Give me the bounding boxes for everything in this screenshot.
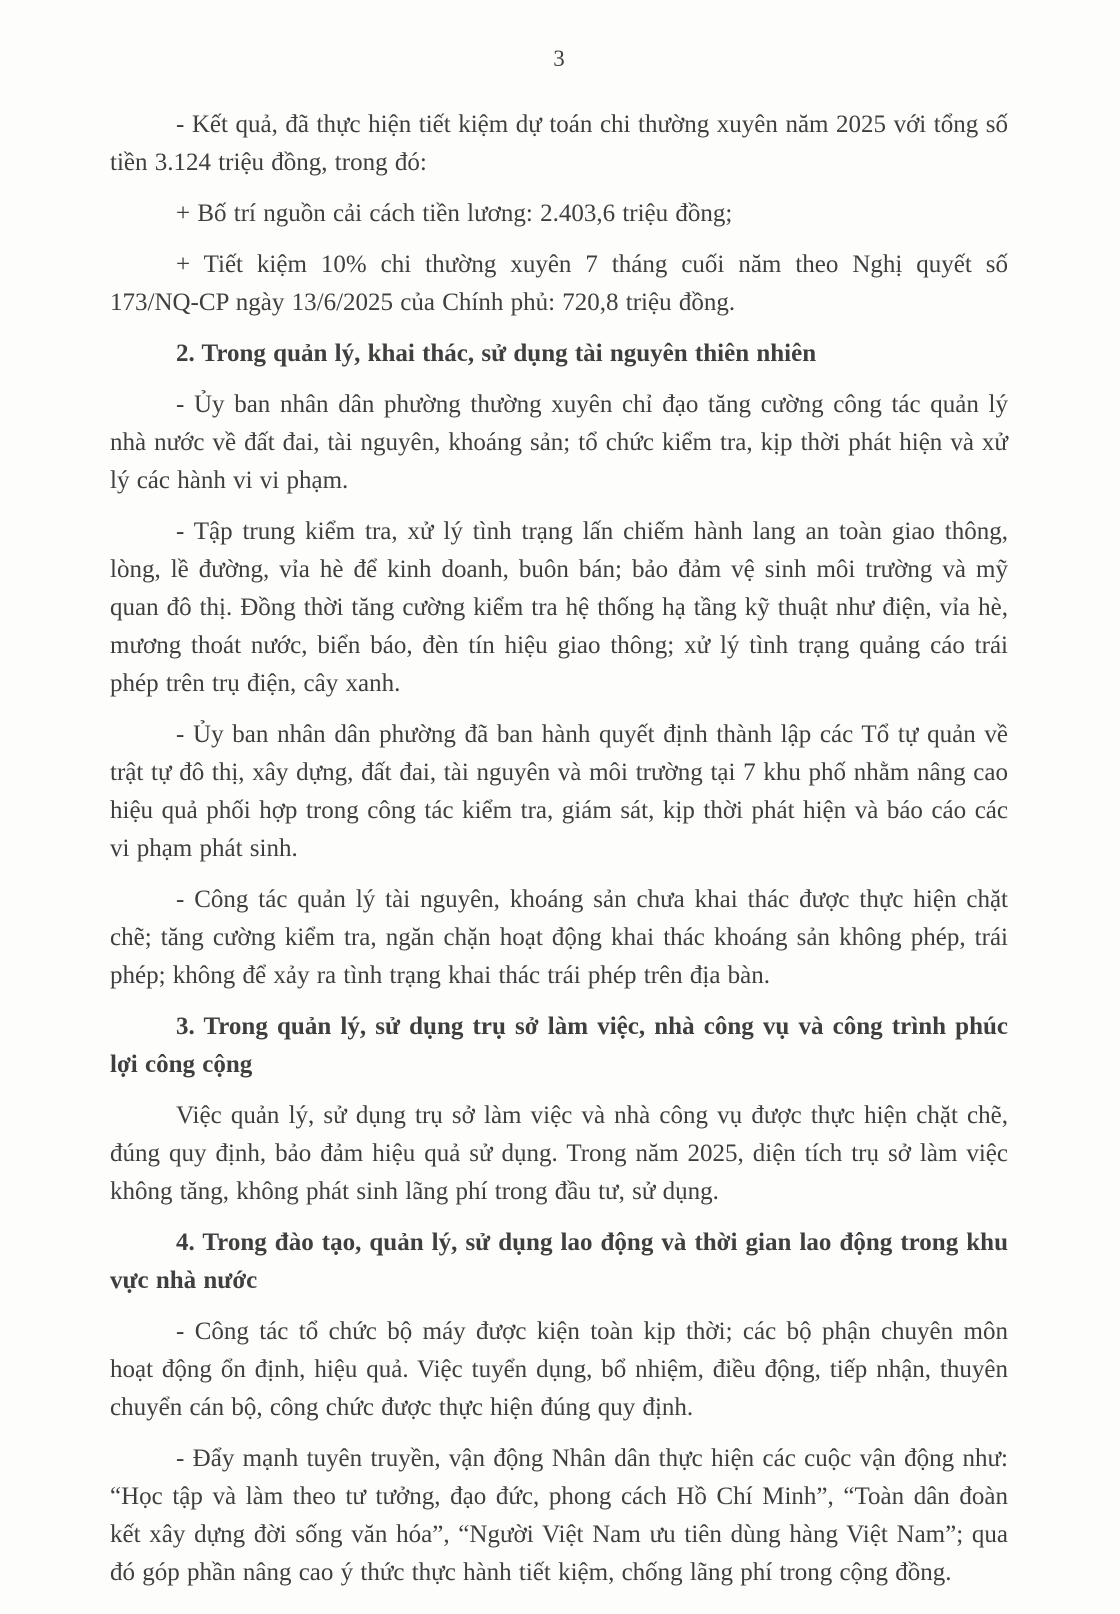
section-4-heading: 4. Trong đào tạo, quản lý, sử dụng lao động và thời gian lao động trong khu vực nhà nước — [110, 1229, 1008, 1294]
paragraph-item-salary-reform: + Bố trí nguồn cải cách tiền lương: 2.403,6 triệu đồng; — [176, 200, 733, 227]
section-2-paragraph-3: - Ủy ban nhân dân phường đã ban hành quyết định thành lập các Tổ tự quản về trật tự đô thị, xây dựng, đất đai, tài nguyên và môi trường tại 7 khu phố nhằm nâng cao hiệu quả phối hợp trong công tác kiểm tra, giám sát, kịp thời phát hiện và báo cáo các vi phạm phát sinh. — [110, 721, 1008, 862]
paragraph-item-saving-10-percent: + Tiết kiệm 10% chi thường xuyên 7 tháng cuối năm theo Nghị quyết số 173/NQ-CP ngày 13/6/2025 của Chính phủ: 720,8 triệu đồng. — [110, 251, 1008, 316]
section-2-heading: 2. Trong quản lý, khai thác, sử dụng tài nguyên thiên nhiên — [176, 340, 817, 367]
section-4-paragraph-2: - Đẩy mạnh tuyên truyền, vận động Nhân dân thực hiện các cuộc vận động như: “Học tập và làm theo tư tưởng, đạo đức, phong cách Hồ Chí Minh”, “Toàn dân đoàn kết xây dựng đời sống văn hóa”, “Người Việt Nam ưu tiên dùng hàng Việt Nam”; qua đó góp phần nâng cao ý thức thực hành tiết kiệm, chống lãng phí trong cộng đồng. — [110, 1445, 1008, 1586]
page-number: 3 — [553, 46, 565, 71]
section-3-heading: 3. Trong quản lý, sử dụng trụ sở làm việc, nhà công vụ và công trình phúc lợi công cộng — [110, 1013, 1008, 1078]
paragraph-result-savings-total: - Kết quả, đã thực hiện tiết kiệm dự toán chi thường xuyên năm 2025 với tổng số tiền 3.124 triệu đồng, trong đó: — [110, 111, 1008, 176]
section-2-paragraph-1: - Ủy ban nhân dân phường thường xuyên chỉ đạo tăng cường công tác quản lý nhà nước về đất đai, tài nguyên, khoáng sản; tổ chức kiểm tra, kịp thời phát hiện và xử lý các hành vi vi phạm. — [110, 391, 1008, 494]
section-4-paragraph-1: - Công tác tổ chức bộ máy được kiện toàn kịp thời; các bộ phận chuyên môn hoạt động ổn định, hiệu quả. Việc tuyển dụng, bổ nhiệm, điều động, tiếp nhận, thuyên chuyển cán bộ, công chức được thực hiện đúng quy định. — [110, 1318, 1008, 1421]
section-2-paragraph-4: - Công tác quản lý tài nguyên, khoáng sản chưa khai thác được thực hiện chặt chẽ; tăng cường kiểm tra, ngăn chặn hoạt động khai thác khoáng sản không phép, trái phép; không để xảy ra tình trạng khai thác trái phép trên địa bàn. — [110, 886, 1008, 989]
section-3-paragraph-1: Việc quản lý, sử dụng trụ sở làm việc và nhà công vụ được thực hiện chặt chẽ, đúng quy định, bảo đảm hiệu quả sử dụng. Trong năm 2025, diện tích trụ sở làm việc không tăng, không phát sinh lãng phí trong đầu tư, sử dụng. — [110, 1102, 1008, 1205]
section-2-paragraph-2: - Tập trung kiểm tra, xử lý tình trạng lấn chiếm hành lang an toàn giao thông, lòng, lề đường, vỉa hè để kinh doanh, buôn bán; bảo đảm vệ sinh môi trường và mỹ quan đô thị. Đồng thời tăng cường kiểm tra hệ thống hạ tầng kỹ thuật như điện, vỉa hè, mương thoát nước, biển báo, đèn tín hiệu giao thông; xử lý tình trạng quảng cáo trái phép trên trụ điện, cây xanh. — [110, 518, 1008, 697]
